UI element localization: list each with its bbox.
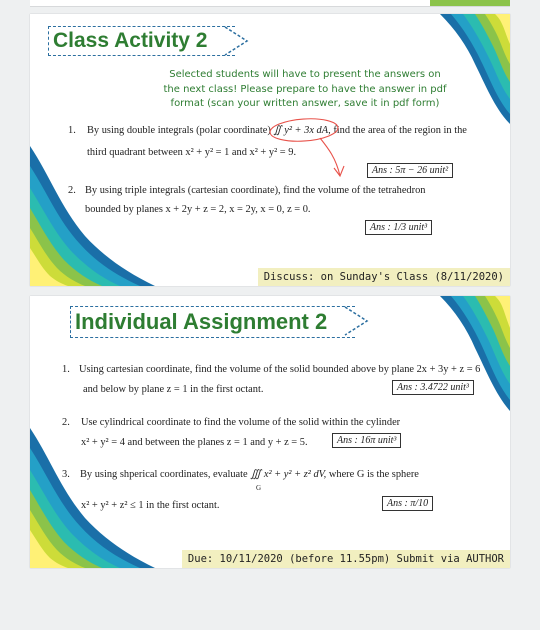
answer-box: Ans : 5π − 26 unit² [367,163,453,178]
answer-box: Ans : π/10 [382,496,433,511]
question-text: By using triple integrals (cartesian coordinate), find the volume of the tetrahedron [85,185,426,196]
question-text-line2: x² + y² = 4 and between the planes z = 1 and y + z = 5. [81,437,308,448]
previous-slide-edge [30,0,510,7]
question-number: 1. [62,364,70,375]
question-text-part: where G is the sphere [328,469,419,480]
answer-box: Ans : 16π unit³ [332,433,401,448]
question-text [80,468,419,482]
integral-expression: ∭ x² + y² + z² dV, [250,469,327,480]
integral-expression: ∬ y² + 3x dA, [273,125,331,136]
discussion-footer: Discuss: on Sunday's Class (8/11/2020) [258,268,510,286]
title-arrow-icon [223,26,249,56]
title-arrow-icon [343,306,369,336]
question-text-line2: and below by plane z = 1 in the first octant. [83,384,264,395]
slide-title: Individual Assignment 2 [70,306,355,338]
question-number: 2. [68,185,76,196]
due-date-footer: Due: 10/11/2020 (before 11.55pm) Submit via AUTHOR [182,550,510,568]
previous-slide-decoration [430,0,510,6]
slide-individual-assignment [30,296,510,568]
question-number: 1. [68,125,76,136]
question-number: 2. [62,417,70,428]
question-text-part: By using double integrals (polar coordinate) [87,125,271,136]
question-text-line2: bounded by planes x + 2y + z = 2, x = 2y, x = 0, z = 0. [85,204,311,215]
slide-class-activity [30,14,510,286]
answer-box: Ans : 3.4722 unit³ [392,380,474,395]
question-number: 3. [62,469,70,480]
question-text: Use cylindrical coordinate to find the volume of the solid within the cylinder [81,417,401,428]
question-text-line2: x² + y² + z² ≤ 1 in the first octant. [81,500,220,511]
question-text: Using cartesian coordinate, find the volume of the solid bounded above by plane 2x + 3y + z = 6 [79,364,481,375]
slide-title: Class Activity 2 [48,26,235,56]
question-text-line2: third quadrant between x² + y² = 1 and x² + y² = 9. [87,147,297,158]
question-text-part: find the area of the region in the [333,125,467,136]
question-text-part: By using shperical coordinates, evaluate [80,469,248,480]
instructions-note: Selected students will have to present the answers on the next class! Please prepare to have the answer in pdf format (scan your written answer, save it in pdf form) [163,69,447,109]
integral-subscript: G [256,484,262,492]
handwritten-circle-annotation [268,116,354,180]
answer-box: Ans : 1/3 unit³ [365,220,432,235]
